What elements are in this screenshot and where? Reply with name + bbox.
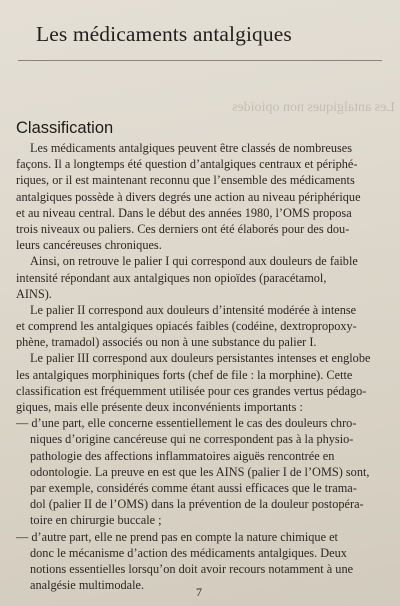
section-heading: Classification: [16, 119, 114, 137]
text-line: Le palier III correspond aux douleurs persistantes intenses et englobe: [30, 351, 371, 366]
text-line: Ainsi, on retrouve le palier I qui correspond aux douleurs de faible: [30, 254, 358, 269]
paragraph: [16, 302, 382, 351]
paragraph: [16, 529, 382, 594]
text-line: riques, or il est maintenant reconnu que l’ensemble des médicaments: [16, 173, 355, 188]
text-line: donc le mécanisme d’action des médicaments antalgiques. Deux: [30, 545, 347, 560]
page-number: 7: [196, 585, 202, 599]
paragraph: [16, 415, 382, 528]
text-line: les antalgiques morphiniques forts (chef de file : la morphine). Cette: [16, 367, 353, 382]
text-line: intensité répondant aux antalgiques non opioïdes (paracétamol,: [16, 270, 327, 285]
paragraph: [16, 350, 382, 415]
body-text: [16, 140, 382, 593]
text-line: phène, tramadol) associés ou non à une substance du palier I.: [16, 335, 317, 350]
paragraph: [16, 140, 382, 253]
text-line: toire en chirurgie buccale ;: [30, 513, 162, 528]
text-line: AINS).: [16, 286, 52, 301]
text-line: notions essentielles lorsqu’on doit avoir recours notamment à une: [30, 561, 354, 576]
text-line: et au niveau central. Dans le début des années 1980, l’OMS proposa: [16, 205, 352, 220]
text-line: niques d’origine cancéreuse qui ne correspondent pas à la physio-: [30, 432, 354, 447]
text-line: dol (palier II de l’OMS) dans la prévention de la douleur postopéra-: [30, 497, 364, 512]
text-line: pathologie des affections inflammatoires aiguës rencontrée en: [30, 448, 335, 463]
text-line: Les médicaments antalgiques peuvent être classés de nombreuses: [30, 141, 353, 155]
text-line: antalgiques possède à divers degrés une action au niveau périphérique: [16, 189, 361, 204]
paragraph: [16, 253, 382, 302]
text-line: trois niveaux ou paliers. Ces derniers ont été élaborés pour des dou-: [16, 221, 350, 236]
bleed-through-text: Les antalgiques non opioïdes: [232, 100, 395, 115]
text-line: analgésie multimodale.: [30, 578, 145, 593]
text-line: Le palier II correspond aux douleurs d’intensité modérée à intense: [30, 302, 357, 317]
header-rule: [18, 60, 382, 61]
text-line: par exemple, considérés comme étant aussi efficaces que le trama-: [30, 480, 357, 495]
text-line: giques, mais elle présente deux inconvénients importants :: [16, 400, 303, 414]
text-line: leurs cancéreuses chroniques.: [16, 238, 162, 253]
text-line: classification est fréquemment utilisée pour ces grandes vertus pédago-: [16, 383, 367, 398]
text-line: et comprend les antalgiques opiacés faibles (codéine, dextropropoxy-: [16, 319, 357, 334]
text-line: — d’autre part, elle ne prend pas en compte la nature chimique et: [16, 529, 338, 544]
text-line: odontologie. La preuve en est que les AINS (palier I de l’OMS) sont,: [30, 464, 370, 479]
text-line: façons. Il a longtemps été question d’antalgiques centraux et périphé-: [16, 157, 358, 172]
text-line: — d’une part, elle concerne essentiellement le cas des douleurs chro-: [16, 416, 357, 431]
chapter-title: Les médicaments antalgiques: [36, 22, 292, 46]
